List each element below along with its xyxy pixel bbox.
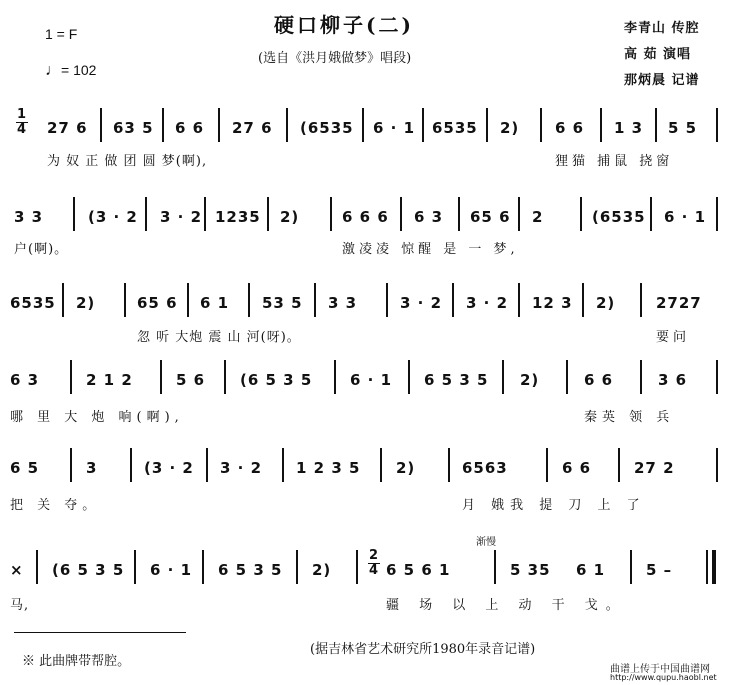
measure: 6 6 6 xyxy=(342,208,389,226)
lyric-line: 要问 xyxy=(656,330,691,345)
measure: 2) xyxy=(596,294,616,312)
barline xyxy=(62,283,64,317)
measure: 1 3 xyxy=(614,119,644,137)
measure: 6535 xyxy=(432,119,478,137)
barline xyxy=(286,108,288,142)
barline xyxy=(124,283,126,317)
measure: 2) xyxy=(312,561,332,579)
measure: (6 5 3 5 xyxy=(52,561,125,579)
credit-composer: 李青山 传腔 xyxy=(624,21,700,36)
tempo-value: = 102 xyxy=(61,62,97,78)
barline xyxy=(70,360,72,394)
measure: 65 6 xyxy=(470,208,511,226)
barline xyxy=(162,108,164,142)
measure: 27 6 xyxy=(232,119,273,137)
lyric-line: 激凌凌 惊醒 是 一 梦, xyxy=(342,242,519,257)
lyric-line: 疆 场 以 上 动 干 戈。 xyxy=(386,598,627,613)
measure: (3 · 2 xyxy=(88,208,138,226)
measure: 6 5 xyxy=(10,459,40,477)
barline xyxy=(630,550,632,584)
measure: 3 3 xyxy=(14,208,44,226)
lyric-line: 狸猫 捕鼠 挠窗 xyxy=(555,154,674,169)
barline xyxy=(580,197,582,231)
measure: 6 1 xyxy=(200,294,230,312)
barline xyxy=(518,197,520,231)
measure: 2) xyxy=(500,119,520,137)
footnote-rule xyxy=(14,632,186,633)
time-signature-bottom: 4 xyxy=(368,563,380,578)
barline xyxy=(206,448,208,482)
barline xyxy=(546,448,548,482)
barline xyxy=(36,550,38,584)
measure: 6 6 xyxy=(584,371,614,389)
watermark-line-2: http://www.qupu.haobl.net xyxy=(610,673,717,682)
barline xyxy=(716,197,718,231)
measure: 6 · 1 xyxy=(664,208,707,226)
lyric-line: 哪 里 大 炮 响(啊), xyxy=(10,410,184,425)
barline xyxy=(73,197,75,231)
barline xyxy=(296,550,298,584)
barline xyxy=(618,448,620,482)
barline xyxy=(134,550,136,584)
measure: 1235 xyxy=(215,208,261,226)
measure: 53 5 xyxy=(262,294,303,312)
barline xyxy=(716,360,718,394)
barline xyxy=(640,360,642,394)
measure: 2 xyxy=(532,208,544,226)
time-signature-change xyxy=(368,549,380,578)
barline xyxy=(458,197,460,231)
credit-transcriber: 那炳晨 记谱 xyxy=(624,73,700,88)
measure: 63 5 xyxy=(113,119,154,137)
time-signature-top: 1 xyxy=(16,107,28,122)
measure: (6 5 3 5 xyxy=(240,371,313,389)
barline xyxy=(400,197,402,231)
barline xyxy=(386,283,388,317)
footnote-note: ※ 此曲牌带帮腔。 xyxy=(22,654,131,669)
barline xyxy=(187,283,189,317)
barline xyxy=(314,283,316,317)
measure: 1 2 3 5 xyxy=(296,459,361,477)
lyric-line: 秦英 领 兵 xyxy=(584,410,675,425)
barline xyxy=(655,108,657,142)
measure: 3 · 2 xyxy=(466,294,509,312)
measure: 2) xyxy=(520,371,540,389)
measure: 2 1 2 xyxy=(86,371,133,389)
measure: (3 · 2 xyxy=(144,459,194,477)
barline xyxy=(160,360,162,394)
measure: 5 5 xyxy=(668,119,698,137)
barline xyxy=(248,283,250,317)
measure: 5 35 xyxy=(510,561,551,579)
barline xyxy=(224,360,226,394)
measure: 5 6 xyxy=(176,371,206,389)
lyric-line: 把 关 夺。 xyxy=(10,498,101,513)
credit-singer: 高 茹 演唱 xyxy=(624,47,692,62)
measure: 3 xyxy=(86,459,98,477)
measure: 6 5 3 5 xyxy=(424,371,489,389)
barline xyxy=(202,550,204,584)
measure: 65 6 xyxy=(137,294,178,312)
measure: 6 6 xyxy=(175,119,205,137)
barline xyxy=(130,448,132,482)
measure: 2) xyxy=(76,294,96,312)
tempo-marking xyxy=(45,62,96,80)
final-barline-thin xyxy=(706,550,708,584)
barline xyxy=(356,550,358,584)
measure: 3 · 2 xyxy=(220,459,263,477)
measure: (6535 xyxy=(300,119,354,137)
barline xyxy=(100,108,102,142)
measure: 6 5 3 5 xyxy=(218,561,283,579)
barline xyxy=(650,197,652,231)
measure: 6 3 xyxy=(10,371,40,389)
barline xyxy=(716,448,718,482)
barline xyxy=(218,108,220,142)
lyric-line: 忽 听 大炮 震 山 河(呀)。 xyxy=(137,330,301,345)
time-signature-bottom: 4 xyxy=(16,122,28,137)
measure: 12 3 xyxy=(532,294,573,312)
measure: 6 3 xyxy=(414,208,444,226)
barline xyxy=(204,197,206,231)
measure: × xyxy=(10,561,24,579)
watermark-line-1: 曲谱上传于中国曲谱网 xyxy=(610,664,710,675)
lyric-line: 月 娥我 提 刀 上 了 xyxy=(462,498,646,513)
measure: 3 6 xyxy=(658,371,688,389)
barline xyxy=(518,283,520,317)
measure: 3 · 2 xyxy=(160,208,203,226)
lyric-line: 户(啊)。 xyxy=(14,242,69,257)
barline xyxy=(380,448,382,482)
lyric-line: 马, xyxy=(10,598,30,613)
footnote-source: (据吉林省艺术研究所1980年录音记谱) xyxy=(310,642,536,657)
measure: 6 5 6 1 xyxy=(386,561,451,579)
measure: 6 6 xyxy=(555,119,585,137)
barline xyxy=(362,108,364,142)
tempo-text: 渐慢 xyxy=(476,537,496,548)
barline xyxy=(566,360,568,394)
measure: 2) xyxy=(396,459,416,477)
subtitle: (选自《洪月娥做梦》唱段) xyxy=(258,51,412,66)
measure: 2727 xyxy=(656,294,702,312)
measure: 6 6 xyxy=(562,459,592,477)
measure: 6 · 1 xyxy=(150,561,193,579)
barline xyxy=(640,283,642,317)
barline xyxy=(486,108,488,142)
barline xyxy=(267,197,269,231)
time-signature-top: 2 xyxy=(368,548,380,563)
barline xyxy=(282,448,284,482)
quarter-note-icon: ♩ xyxy=(45,62,61,79)
barline xyxy=(582,283,584,317)
measure: 2) xyxy=(280,208,300,226)
measure: 5 – xyxy=(646,561,673,579)
measure: (6535 xyxy=(592,208,646,226)
measure: 6 1 xyxy=(576,561,606,579)
barline xyxy=(70,448,72,482)
barline xyxy=(600,108,602,142)
barline xyxy=(540,108,542,142)
measure: 27 6 xyxy=(47,119,88,137)
key-signature: 1 = F xyxy=(45,26,78,42)
barline xyxy=(330,197,332,231)
measure: 6 · 1 xyxy=(373,119,416,137)
measure: 3 3 xyxy=(328,294,358,312)
measure: 6563 xyxy=(462,459,508,477)
final-barline-thick xyxy=(712,550,716,584)
page-title: 硬口柳子(二) xyxy=(274,13,414,37)
barline xyxy=(408,360,410,394)
time-signature xyxy=(16,108,28,137)
measure: 6 · 1 xyxy=(350,371,393,389)
measure: 6535 xyxy=(10,294,56,312)
measure: 27 2 xyxy=(634,459,675,477)
barline xyxy=(334,360,336,394)
measure: 3 · 2 xyxy=(400,294,443,312)
lyric-line: 为 奴 正 做 团 圆 梦(啊), xyxy=(47,154,208,169)
barline xyxy=(716,108,718,142)
barline xyxy=(452,283,454,317)
barline xyxy=(145,197,147,231)
barline xyxy=(494,550,496,584)
barline xyxy=(502,360,504,394)
barline xyxy=(422,108,424,142)
barline xyxy=(448,448,450,482)
